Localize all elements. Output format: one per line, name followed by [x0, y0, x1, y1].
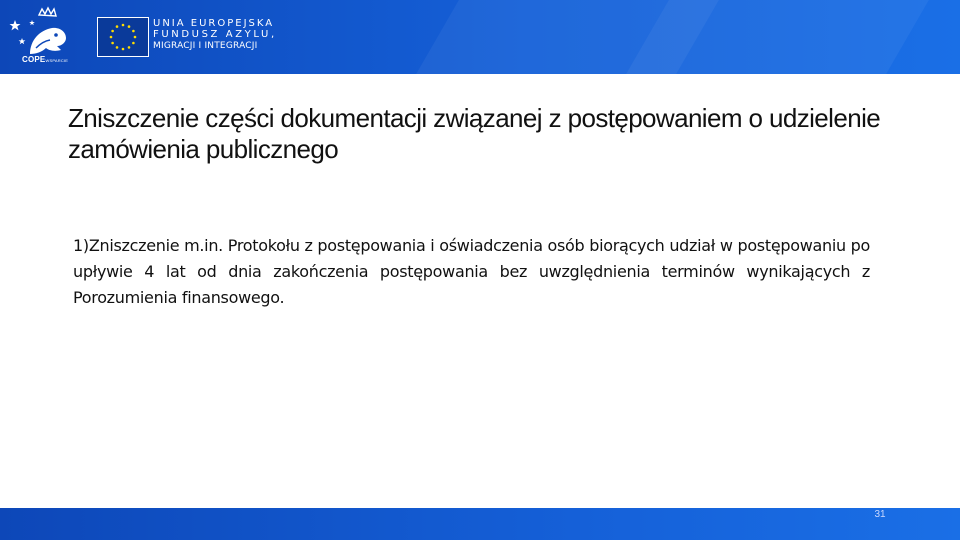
eu-line-1: UNIA EUROPEJSKA: [153, 18, 275, 29]
header-band: [0, 0, 960, 74]
eu-flag-icon: [97, 17, 149, 57]
eu-fund-label: [153, 18, 277, 52]
cope-logo-text: COPEWSPARCIE: [22, 55, 69, 64]
slide-body-text: 1)Zniszczenie m.in. Protokołu z postępowania i oświadczenia osób biorących udział w postępowaniu po upływie 4 lat od dnia zakończenia postępowania bez uwzględnienia terminów wynikających z Porozumienia finansowego.: [73, 236, 870, 307]
footer-band: [0, 508, 960, 540]
eu-line-3: MIGRACJI I INTEGRACJI: [153, 41, 258, 51]
slide-title: Zniszczenie części dokumentacji związanej z postępowaniem o udzielenie zamówienia publicznego: [68, 103, 881, 164]
page-number: 31: [874, 509, 886, 520]
eu-line-2: FUNDUSZ AZYLU,: [153, 29, 277, 40]
